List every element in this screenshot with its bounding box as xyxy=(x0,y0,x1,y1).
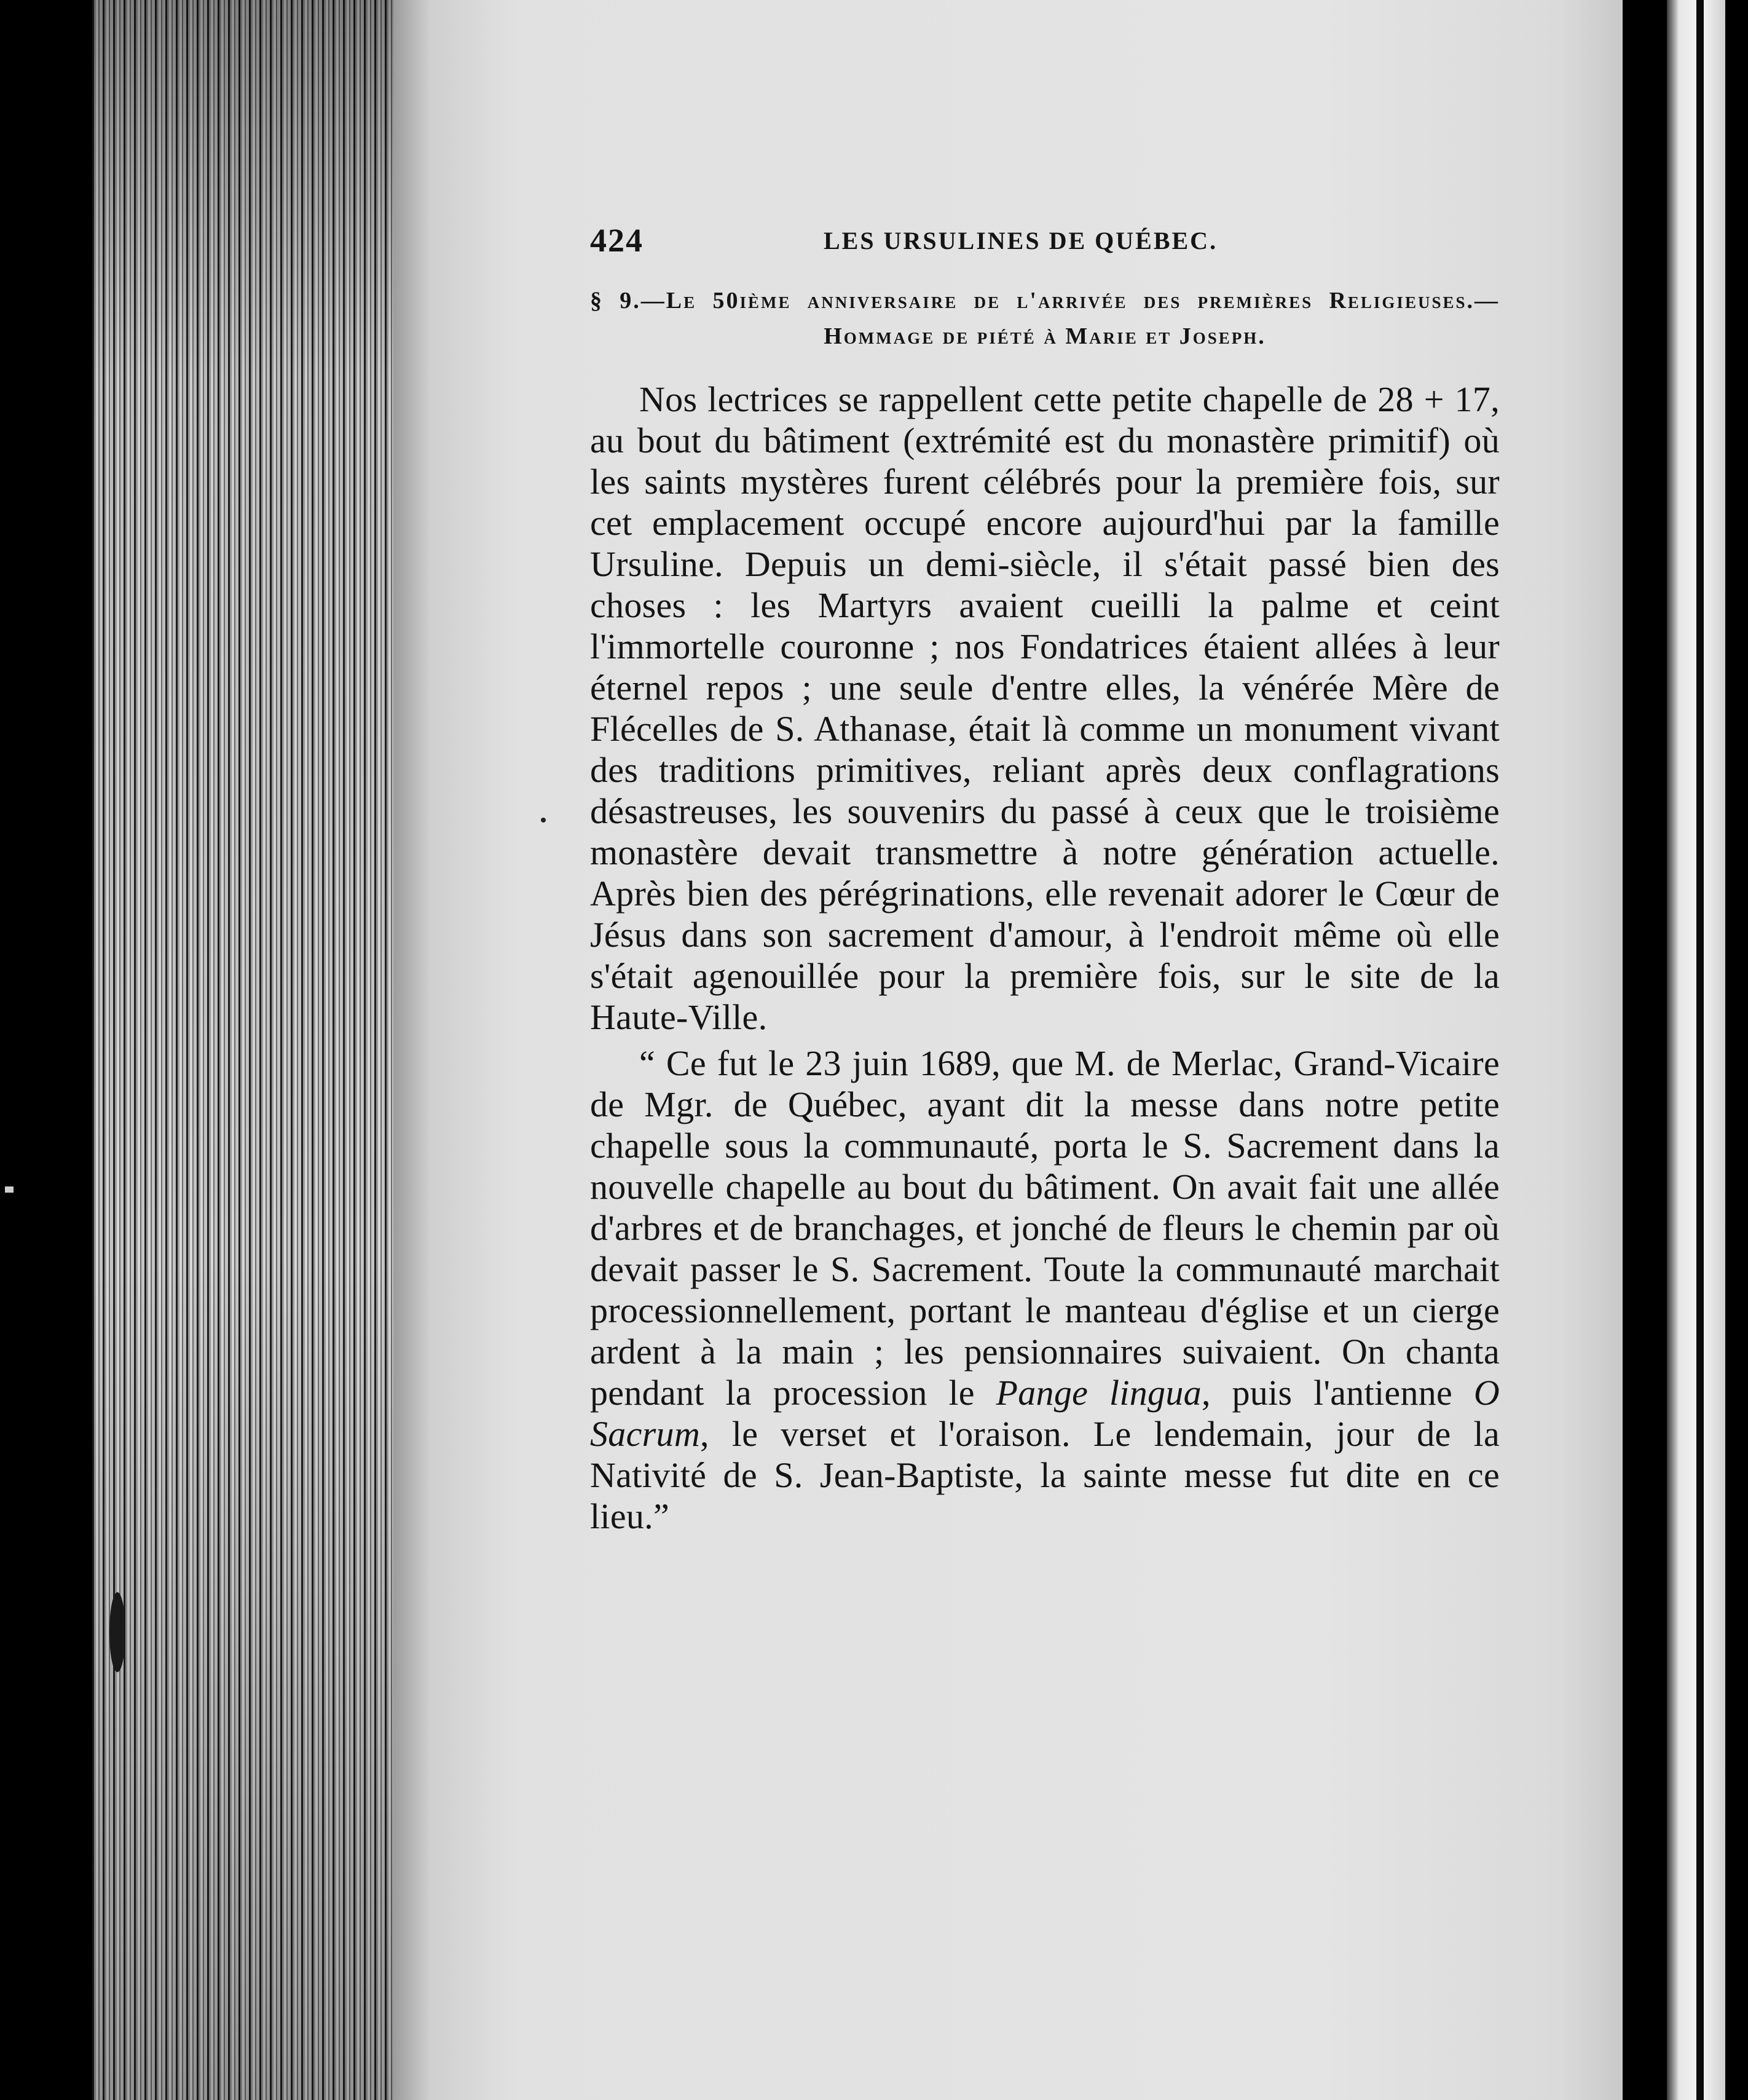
paragraph-1: Nos lectrices se rappellent cette petite chapelle de 28 + 17, au bout du bâtiment (extrémité est du monastère primitif) où les saints mystères furent célébrés pour la première fois, sur cet emplacement occupé encore aujourd'hui par la famille Ursuline. Depuis un demi-siècle, il s'était passé bien des choses : les Martyrs avaient cueilli la palme et ceint l'immortelle couronne ; nos Fondatrices étaient allées à leur éternel repos ; une seule d'entre elles, la vénérée Mère de Flécelles de S. Athanase, était là comme un monument vivant des traditions primitives, reliant après deux conflagrations désastreuses, les souvenirs du passé à ceux que le troisième monastère devait transmettre à notre génération actuelle. Après bien des pérégrinations, elle revenait adorer le Cœur de Jésus dans son sacrement d'amour, à l'endroit même où elle s'était agenouillée pour la première fois, sur le site de la Haute-Ville. xyxy=(590,379,1500,1037)
book-page xyxy=(393,0,1623,2100)
quote-part-2: , puis l'antienne xyxy=(1201,1373,1474,1413)
quote-part-1: “ Ce fut le 23 juin 1689, que M. de Merlac, Grand-Vicaire de Mgr. de Québec, ayant dit la messe dans notre petite chapelle sous la communauté, porta le S. Sacrement dans la nouvelle chapelle au bout du bâtiment. On avait fait une allée d'arbres et de branchages, et jonché de fleurs le chemin par où devait passer le S. Sacrement. Toute la communauté marchait processionnellement, portant le manteau d'église et un cierge ardent à la main ; les pensionnaires suivaient. On chanta pendant la procession le xyxy=(590,1043,1500,1413)
running-head xyxy=(590,221,1475,277)
pange-lingua: Pange lingua xyxy=(996,1373,1202,1413)
running-title: LES URSULINES DE QUÉBEC. xyxy=(824,227,1218,255)
book-page-edges xyxy=(92,0,418,2100)
quote-paragraph xyxy=(590,1043,1500,1537)
quote-part-3: , le verset et l'oraison. Le lendemain, jour de la Nativité de S. Jean-Baptiste, la sainte messe fut dite en ce lieu.” xyxy=(590,1414,1500,1536)
page-content xyxy=(590,221,1586,1537)
edge-stain xyxy=(109,1592,125,1672)
o-sacrum: O Sacrum xyxy=(590,1373,1500,1454)
section-heading: § 9.—Le 50ième anniversaire de l'arrivée des premières Religieuses.—Hommage de piété à Marie et Joseph. xyxy=(590,288,1500,349)
margin-mark xyxy=(5,1186,14,1193)
next-page-gap xyxy=(1696,0,1704,2100)
speck xyxy=(541,818,546,823)
page-number: 424 xyxy=(590,222,644,259)
